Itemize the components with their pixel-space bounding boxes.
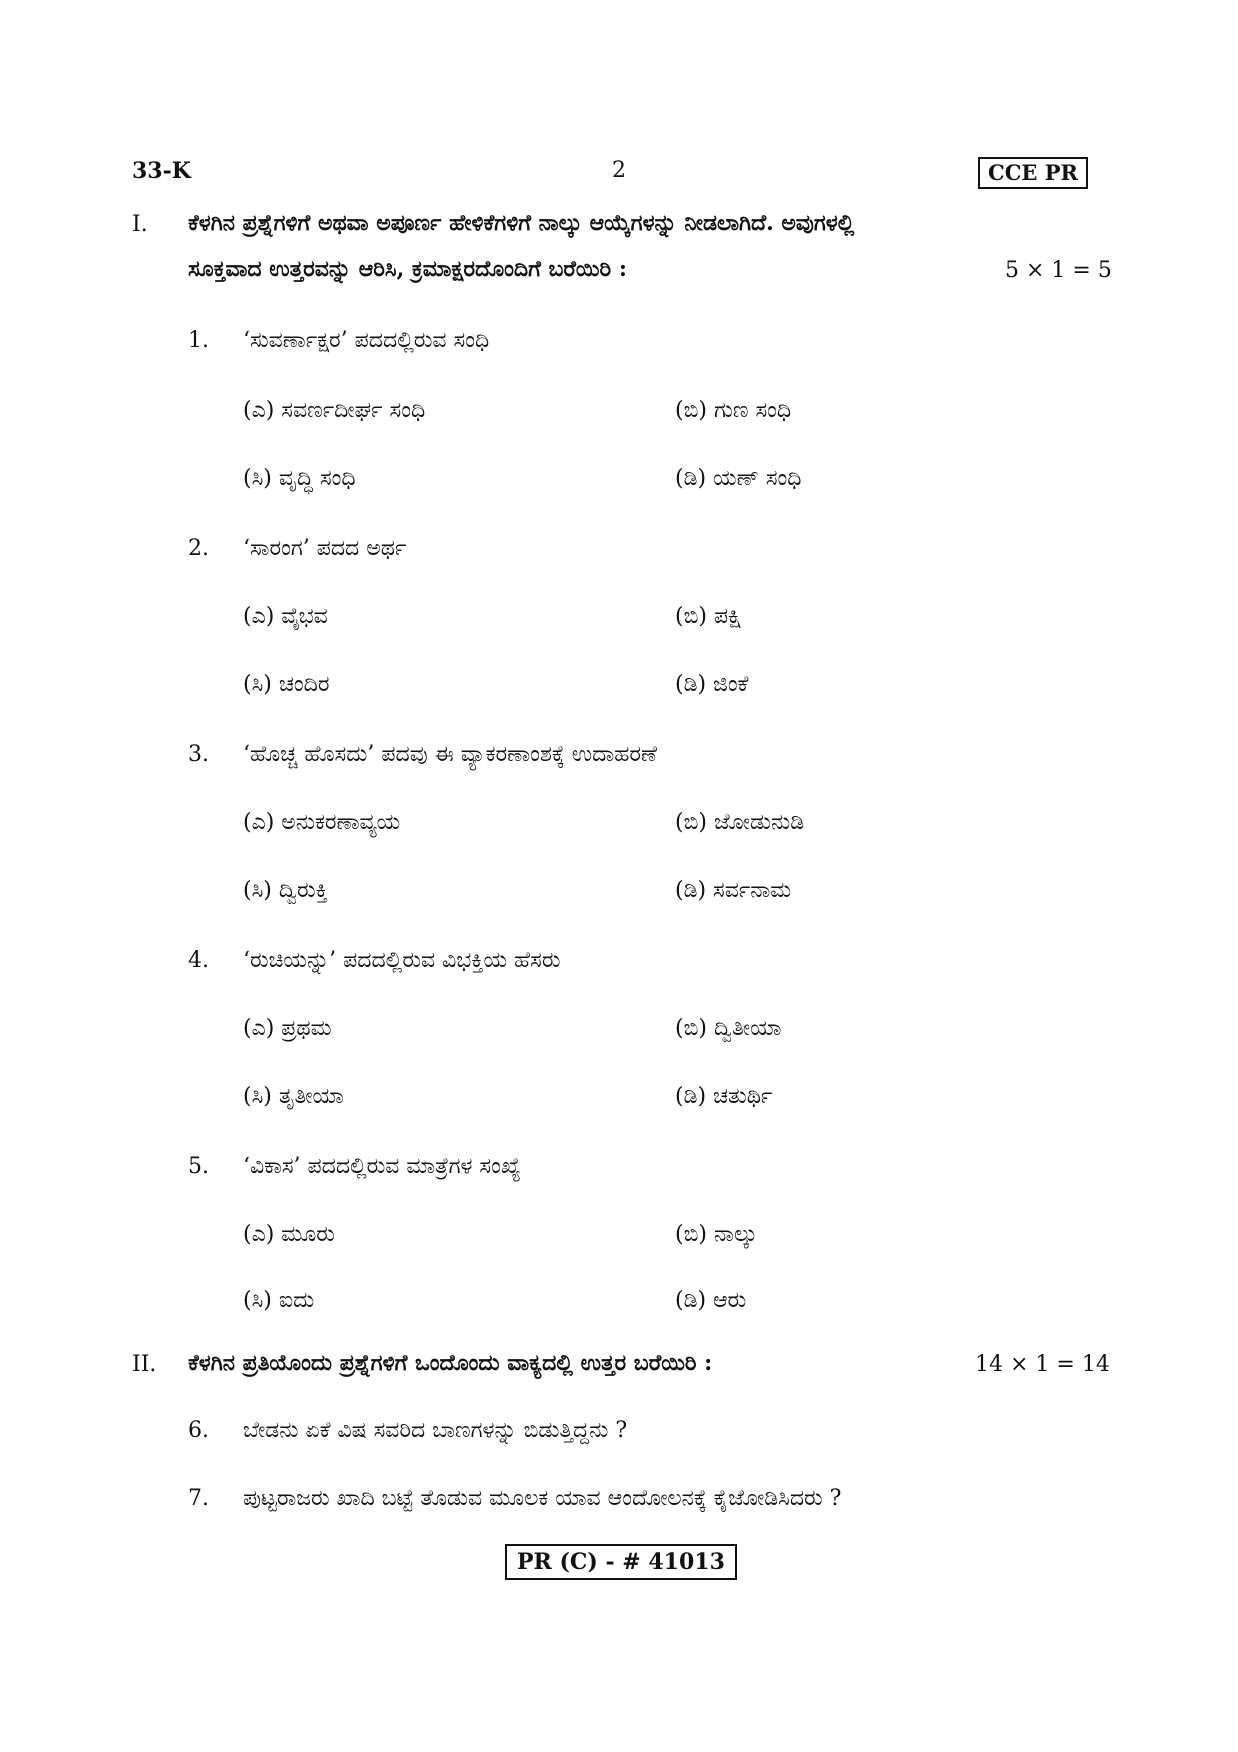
option-a: (ಎ) ಸವರ್ಣದೀರ್ಘ ಸಂಧಿ (243, 398, 426, 423)
option-a: (ಎ) ವೈಭವ (243, 604, 328, 629)
option-c: (ಸಿ) ದ್ವಿರುಕ್ತಿ (243, 878, 328, 903)
section-2-instruction: ಕೆಳಗಿನ ಪ್ರತಿಯೊಂದು ಪ್ರಶ್ನೆಗಳಿಗೆ ಒಂದೊಂದು ವಾಕ್ಯದಲ್ಲಿ ಉತ್ತರ ಬರೆಯಿರಿ : (188, 1350, 713, 1376)
question-text: ಬೇಡನು ಏಕೆ ವಿಷ ಸವರಿದ ಬಾಣಗಳನ್ನು ಬಿಡುತ್ತಿದ್ದನು ? (243, 1418, 628, 1443)
option-d: (ಡಿ) ಆರು (675, 1288, 747, 1313)
question-text: ‘ಸಾರಂಗ’ ಪದದ ಅರ್ಥ (243, 536, 407, 561)
option-a: (ಎ) ಪ್ರಥಮ (243, 1016, 332, 1041)
question-text: ‘ಸುವರ್ಣಾಕ್ಷರ’ ಪದದಲ್ಲಿರುವ ಸಂಧಿ (243, 328, 490, 353)
option-c: (ಸಿ) ಐದು (243, 1288, 315, 1313)
option-c: (ಸಿ) ವೃದ್ಧಿ ಸಂಧಿ (243, 466, 356, 491)
section-1-number: I. (132, 212, 148, 237)
option-b: (ಬಿ) ಗುಣ ಸಂಧಿ (675, 398, 792, 423)
paper-label-box: CCE PR (978, 157, 1088, 189)
option-b: (ಬಿ) ಪಕ್ಷಿ (675, 604, 742, 629)
question-text: ‘ರುಚಿಯನ್ನು’ ಪದದಲ್ಲಿರುವ ವಿಭಕ್ತಿಯ ಹೆಸರು (243, 948, 561, 973)
section-2-number: II. (132, 1352, 157, 1377)
section-1-instruction-line-1: ಕೆಳಗಿನ ಪ್ರಶ್ನೆಗಳಿಗೆ ಅಥವಾ ಅಪೂರ್ಣ ಹೇಳಿಕೆಗಳಿಗೆ ನಾಲ್ಕು ಆಯ್ಕೆಗಳನ್ನು ನೀಡಲಾಗಿದೆ. ಅವುಗಳಲ್ಲಿ (188, 210, 855, 236)
section-1-marks: 5 × 1 = 5 (1005, 258, 1112, 283)
option-b: (ಬಿ) ದ್ವಿತೀಯಾ (675, 1016, 782, 1041)
option-b: (ಬಿ) ಜೋಡುನುಡಿ (675, 810, 805, 835)
option-b: (ಬಿ) ನಾಲ್ಕು (675, 1222, 758, 1247)
question-number: 3. (188, 742, 209, 767)
option-a: (ಎ) ಅನುಕರಣಾವ್ಯಯ (243, 810, 401, 835)
question-number: 1. (188, 328, 209, 353)
question-number: 7. (188, 1486, 209, 1511)
option-d: (ಡಿ) ಯಣ್ ಸಂಧಿ (675, 466, 802, 491)
option-c: (ಸಿ) ತೃತೀಯಾ (243, 1084, 344, 1109)
page-number: 2 (612, 158, 626, 183)
option-d: (ಡಿ) ಚತುರ್ಥಿ (675, 1084, 773, 1109)
option-c: (ಸಿ) ಚಂದಿರ (243, 672, 330, 697)
option-a: (ಎ) ಮೂರು (243, 1222, 335, 1247)
option-d: (ಡಿ) ಸರ್ವನಾಮ (675, 878, 792, 903)
option-d: (ಡಿ) ಜಿಂಕೆ (675, 672, 749, 697)
section-1-instruction-line-2: ಸೂಕ್ತವಾದ ಉತ್ತರವನ್ನು ಆರಿಸಿ, ಕ್ರಮಾಕ್ಷರದೊಂದಿಗೆ ಬರೆಯಿರಿ : (188, 256, 627, 282)
question-text: ‘ವಿಕಾಸ’ ಪದದಲ್ಲಿರುವ ಮಾತ್ರೆಗಳ ಸಂಖ್ಯೆ (243, 1154, 521, 1179)
section-2-marks: 14 × 1 = 14 (975, 1352, 1110, 1377)
question-number: 2. (188, 536, 209, 561)
question-text: ಪುಟ್ಟರಾಜರು ಖಾದಿ ಬಟ್ಟೆ ತೊಡುವ ಮೂಲಕ ಯಾವ ಆಂದೋಲನಕ್ಕೆ ಕೈಜೋಡಿಸಿದರು ? (243, 1486, 842, 1511)
question-number: 5. (188, 1154, 209, 1179)
question-number: 4. (188, 948, 209, 973)
footer-code-box: PR (C) - # 41013 (505, 1544, 737, 1580)
paper-code: 33-K (132, 158, 191, 184)
question-text: ‘ಹೊಚ್ಚ ಹೊಸದು’ ಪದವು ಈ ವ್ಯಾಕರಣಾಂಶಕ್ಕೆ ಉದಾಹರಣೆ (243, 742, 657, 767)
question-number: 6. (188, 1418, 209, 1443)
